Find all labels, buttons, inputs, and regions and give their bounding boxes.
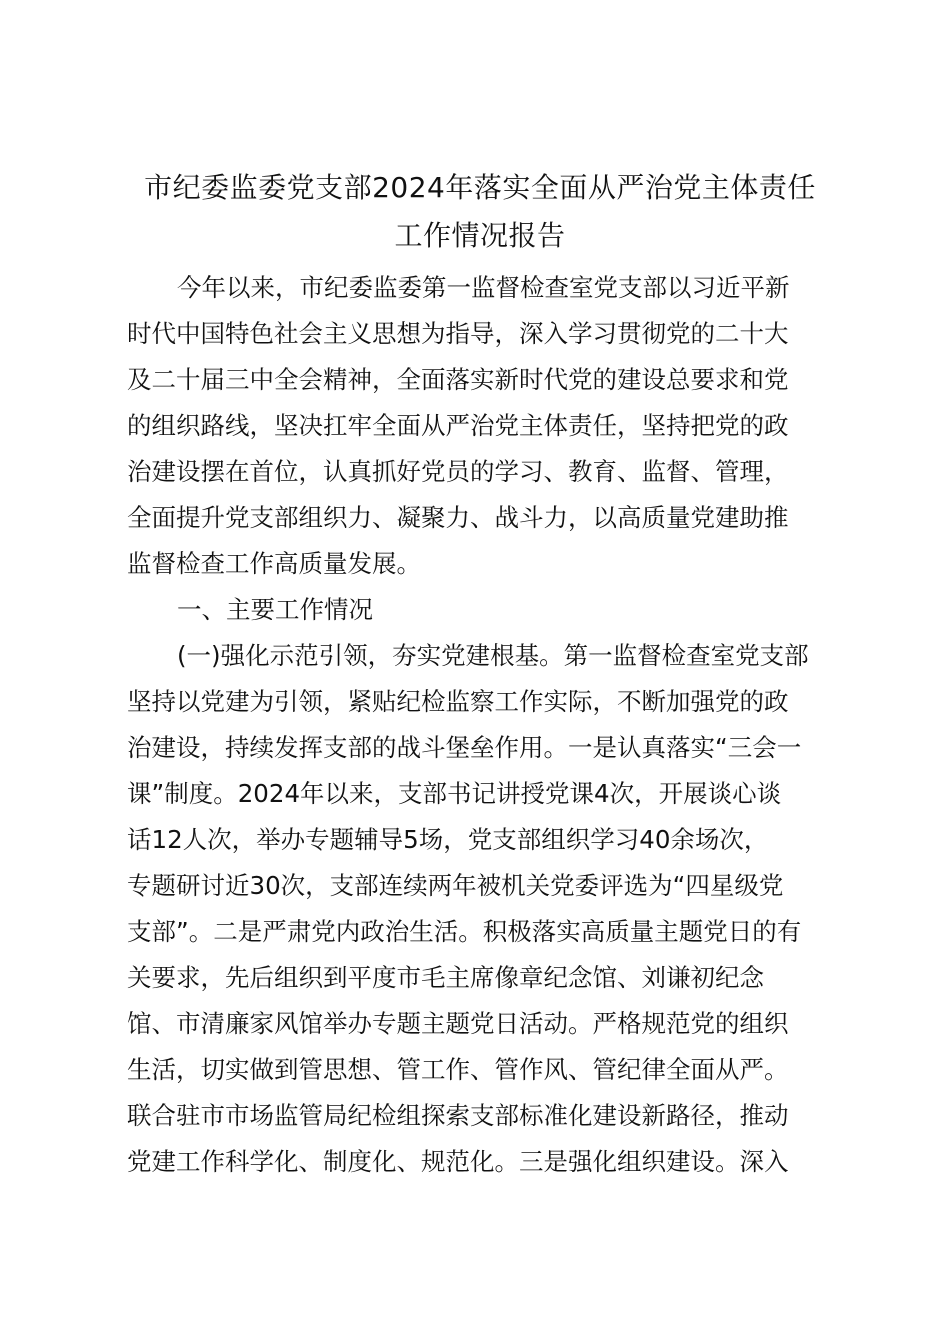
text-line: 一、主要工作情况 [177, 595, 373, 624]
text-line: 及二十届三中全会精神，全面落实新时代党的建设总要求和党 [127, 365, 789, 394]
text-line: 党建工作科学化、制度化、规范化。三是强化组织建设。深入 [127, 1147, 789, 1176]
text-line: 关要求，先后组织到平度市毛主席像章纪念馆、刘谦初纪念 [127, 963, 764, 992]
text-line: 全面提升党支部组织力、凝聚力、战斗力，以高质量党建助推 [127, 503, 789, 532]
text-line: 坚持以党建为引领，紧贴纪检监察工作实际，不断加强党的政 [127, 687, 789, 716]
text-line: 治建设摆在首位，认真抓好党员的学习、教育、监督、管理， [127, 457, 789, 486]
text-line: (一)强化示范引领，夯实党建根基。第一监督检查室党支部 [177, 641, 809, 670]
text-line: 支部”。二是严肃党内政治生活。积极落实高质量主题党日的有 [127, 917, 802, 946]
title-line-1: 市纪委监委党支部2024年落实全面从严治党主体责任 [144, 171, 816, 204]
text-line: 课”制度。2024年以来，支部书记讲授党课4次，开展谈心谈 [127, 779, 782, 808]
text-line: 联合驻市市场监管局纪检组探索支部标准化建设新路径，推动 [127, 1101, 789, 1130]
title-line-2: 工作情况报告 [394, 219, 566, 252]
text-line: 馆、市清廉家风馆举办专题主题党日活动。严格规范党的组织 [127, 1009, 789, 1038]
text-line: 时代中国特色社会主义思想为指导，深入学习贯彻党的二十大 [127, 319, 789, 348]
text-line: 话12人次，举办专题辅导5场，党支部组织学习40余场次， [127, 825, 769, 854]
text-line: 监督检查工作高质量发展。 [127, 549, 421, 578]
text-line: 专题研讨近30次，支部连续两年被机关党委评选为“四星级党 [127, 871, 784, 900]
body-text [127, 265, 837, 1185]
text-line: 今年以来，市纪委监委第一监督检查室党支部以习近平新 [177, 273, 790, 302]
text-line: 生活，切实做到管思想、管工作、管作风、管纪律全面从严。 [127, 1055, 789, 1084]
text-line: 治建设，持续发挥支部的战斗堡垒作用。一是认真落实“三会一 [127, 733, 802, 762]
text-line: 的组织路线，坚决扛牢全面从严治党主体责任，坚持把党的政 [127, 411, 789, 440]
